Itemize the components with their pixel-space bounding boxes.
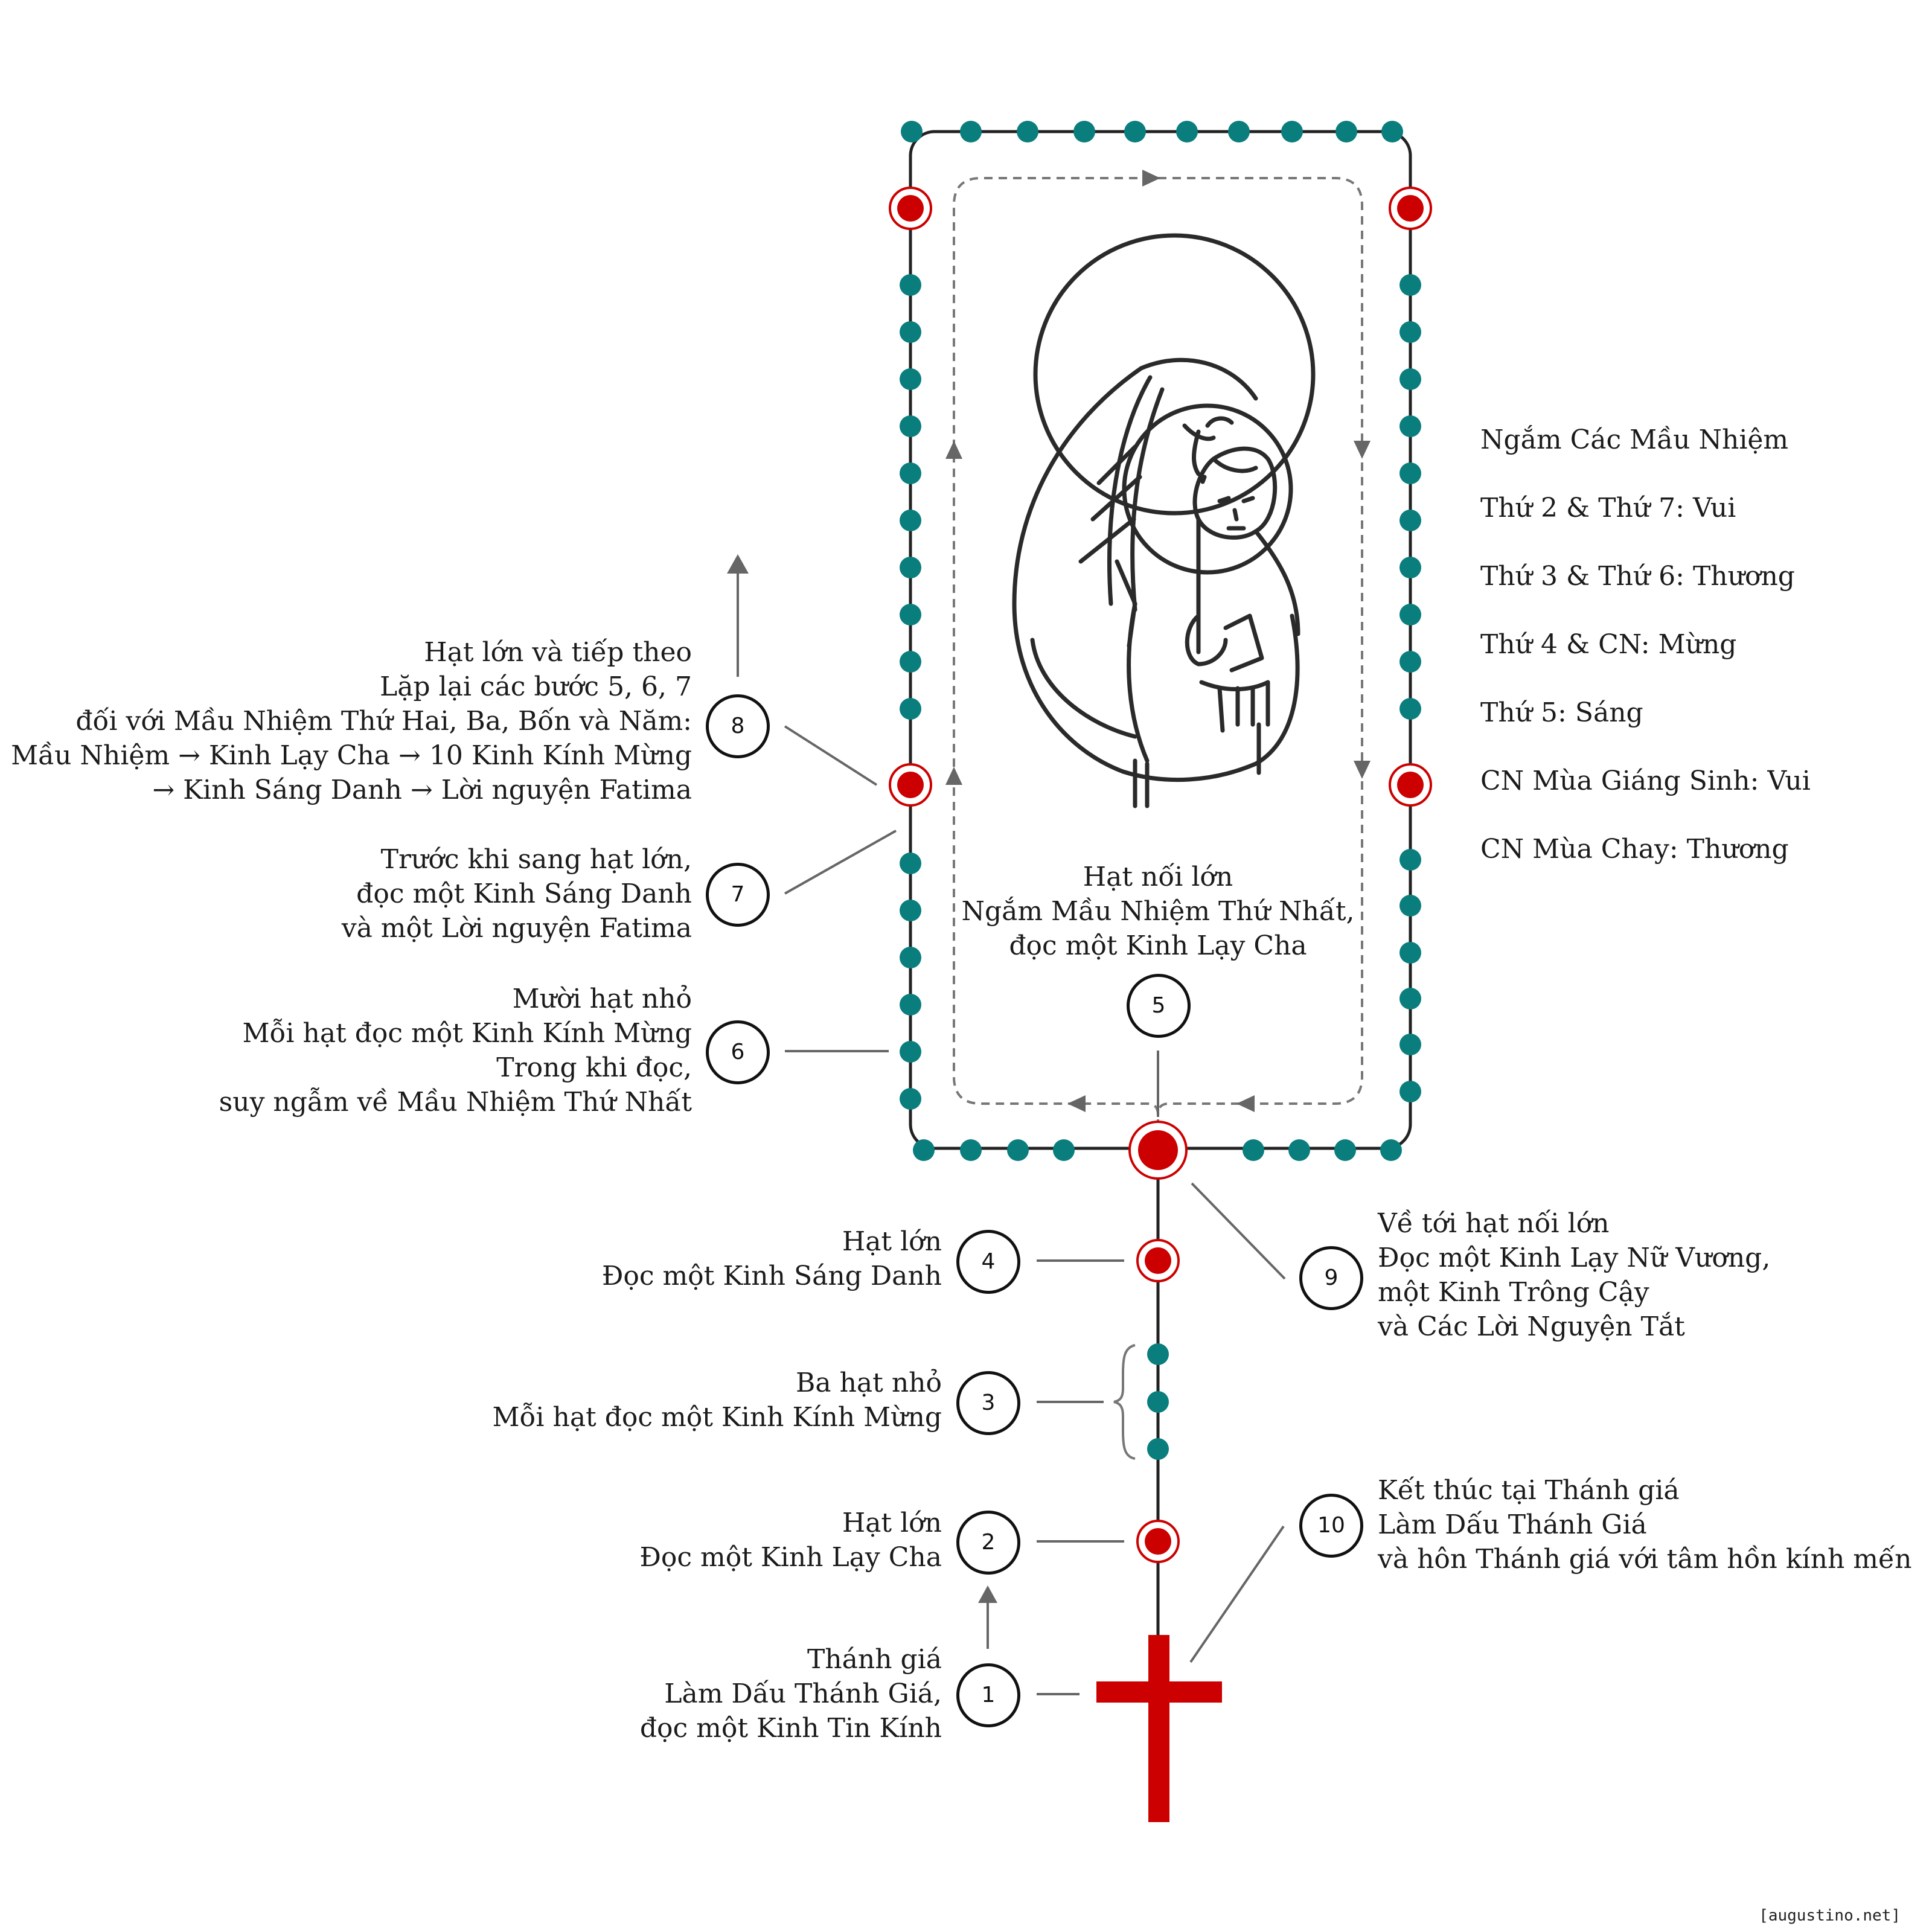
small-bead [1399, 942, 1421, 964]
step-1-number: 1 [956, 1663, 1020, 1727]
mystery-schedule-item: Thứ 5: Sáng [1480, 697, 1643, 728]
step-1-label: Thánh giá Làm Dấu Thánh Giá, đọc một Kinh Tin Kính [639, 1644, 942, 1744]
small-bead [1399, 415, 1421, 437]
step-5-number: 5 [1127, 974, 1191, 1038]
small-bead [1281, 121, 1303, 142]
small-bead [1147, 1343, 1169, 1365]
step-7-label: Trước khi sang hạt lớn, đọc một Kinh Sáng Danh và một Lời nguyện Fatima [341, 844, 692, 944]
small-bead [900, 274, 921, 296]
mystery-schedule-item: Thứ 4 & CN: Mừng [1480, 629, 1737, 660]
madonna-and-child-illustration [1014, 235, 1313, 806]
small-bead [1243, 1139, 1264, 1161]
small-bead [1399, 1034, 1421, 1055]
small-bead [1147, 1438, 1169, 1460]
small-bead [1380, 1139, 1402, 1161]
small-bead [901, 121, 923, 142]
step-5-label: Hạt nối lớn Ngắm Mầu Nhiệm Thứ Nhất, đọc một Kinh Lạy Cha [961, 862, 1355, 961]
small-bead [900, 510, 921, 531]
large-bead [1137, 1521, 1179, 1562]
small-bead [1399, 849, 1421, 871]
step-7-number: 7 [706, 863, 770, 927]
step-2-label: Hạt lớn Đọc một Kinh Lạy Cha [639, 1508, 942, 1573]
step-10-label: Kết thúc tại Thánh giá Làm Dấu Thánh Giá và hôn Thánh giá với tâm hồn kính mến [1378, 1475, 1912, 1575]
small-bead [1399, 895, 1421, 916]
mysteries-title: Ngắm Các Mầu Nhiệm [1480, 424, 1789, 455]
large-bead [890, 764, 931, 805]
large-bead [1130, 1122, 1186, 1179]
small-bead [1399, 698, 1421, 720]
small-bead [1335, 121, 1357, 142]
large-bead [890, 188, 931, 229]
small-bead [900, 415, 921, 437]
step-4-label: Hạt lớn Đọc một Kinh Sáng Danh [601, 1226, 942, 1291]
step-6-label: Mười hạt nhỏ Mỗi hạt đọc một Kinh Kính Mừng Trong khi đọc, suy ngẫm về Mầu Nhiệm Thứ Nhất [219, 984, 692, 1118]
small-bead [900, 557, 921, 578]
step-3-label: Ba hạt nhỏ Mỗi hạt đọc một Kinh Kính Mừng [492, 1367, 942, 1433]
small-bead [960, 121, 982, 142]
small-bead [900, 1088, 921, 1110]
small-bead [1399, 321, 1421, 343]
small-bead [1399, 651, 1421, 673]
small-bead [900, 604, 921, 625]
large-bead [1390, 764, 1431, 805]
small-bead [1073, 121, 1095, 142]
step-2-number: 2 [956, 1511, 1020, 1575]
large-bead [1390, 188, 1431, 229]
small-bead [1147, 1391, 1169, 1413]
small-bead [900, 321, 921, 343]
small-bead [1288, 1139, 1310, 1161]
mysteries-legend [1480, 423, 1811, 900]
small-bead [900, 1041, 921, 1063]
small-bead [1399, 368, 1421, 390]
direction-arrowheads [945, 170, 1371, 1112]
small-bead [1007, 1139, 1029, 1161]
small-bead [913, 1139, 935, 1161]
step-1-to-2-arrowhead [978, 1585, 997, 1603]
step-10-number: 10 [1299, 1494, 1363, 1558]
small-bead [1399, 510, 1421, 531]
step-4-number: 4 [956, 1230, 1020, 1294]
three-beads-brace [1114, 1345, 1135, 1459]
small-bead [900, 994, 921, 1016]
small-bead [1399, 1081, 1421, 1102]
small-bead [1381, 121, 1403, 142]
mystery-schedule-item: Thứ 3 & Thứ 6: Thương [1480, 561, 1795, 592]
small-bead [1124, 121, 1146, 142]
small-bead [1228, 121, 1250, 142]
small-bead [1399, 988, 1421, 1009]
step-8-up-arrowhead [727, 554, 749, 574]
step-3-number: 3 [956, 1371, 1020, 1435]
source-credit: [augustino.net] [1759, 1907, 1901, 1925]
small-bead [900, 368, 921, 390]
large-bead [1137, 1240, 1179, 1281]
step-9-number: 9 [1299, 1246, 1363, 1310]
step-9-label: Về tới hạt nối lớn Đọc một Kinh Lạy Nữ Vương, một Kinh Trông Cậy và Các Lời Nguyện Tắt [1378, 1208, 1771, 1342]
mystery-schedule-item: CN Mùa Giáng Sinh: Vui [1480, 766, 1811, 796]
small-bead [1176, 121, 1198, 142]
small-bead [900, 462, 921, 484]
mystery-schedule-item: Thứ 2 & Thứ 7: Vui [1480, 493, 1736, 523]
mystery-schedule-item: CN Mùa Chay: Thương [1480, 834, 1789, 865]
small-bead [960, 1139, 982, 1161]
small-bead [1399, 462, 1421, 484]
step-8-label: Hạt lớn và tiếp theo Lặp lại các bước 5, 6, 7 đối với Mầu Nhiệm Thứ Hai, Ba, Bốn và Năm: Mầu Nhiệm → Kinh Lạy Cha → 10 Kinh Kính Mừng → Kinh Sáng Danh → Lời nguyện Fatima [11, 637, 692, 805]
step-6-number: 6 [706, 1020, 770, 1084]
step-8-number: 8 [706, 694, 770, 758]
small-bead [1017, 121, 1038, 142]
small-bead [1399, 604, 1421, 625]
small-bead [900, 698, 921, 720]
small-bead [1334, 1139, 1356, 1161]
small-bead [1053, 1139, 1075, 1161]
crucifix [1096, 1635, 1222, 1822]
small-bead [1399, 557, 1421, 578]
small-bead [900, 651, 921, 673]
small-bead [1399, 274, 1421, 296]
